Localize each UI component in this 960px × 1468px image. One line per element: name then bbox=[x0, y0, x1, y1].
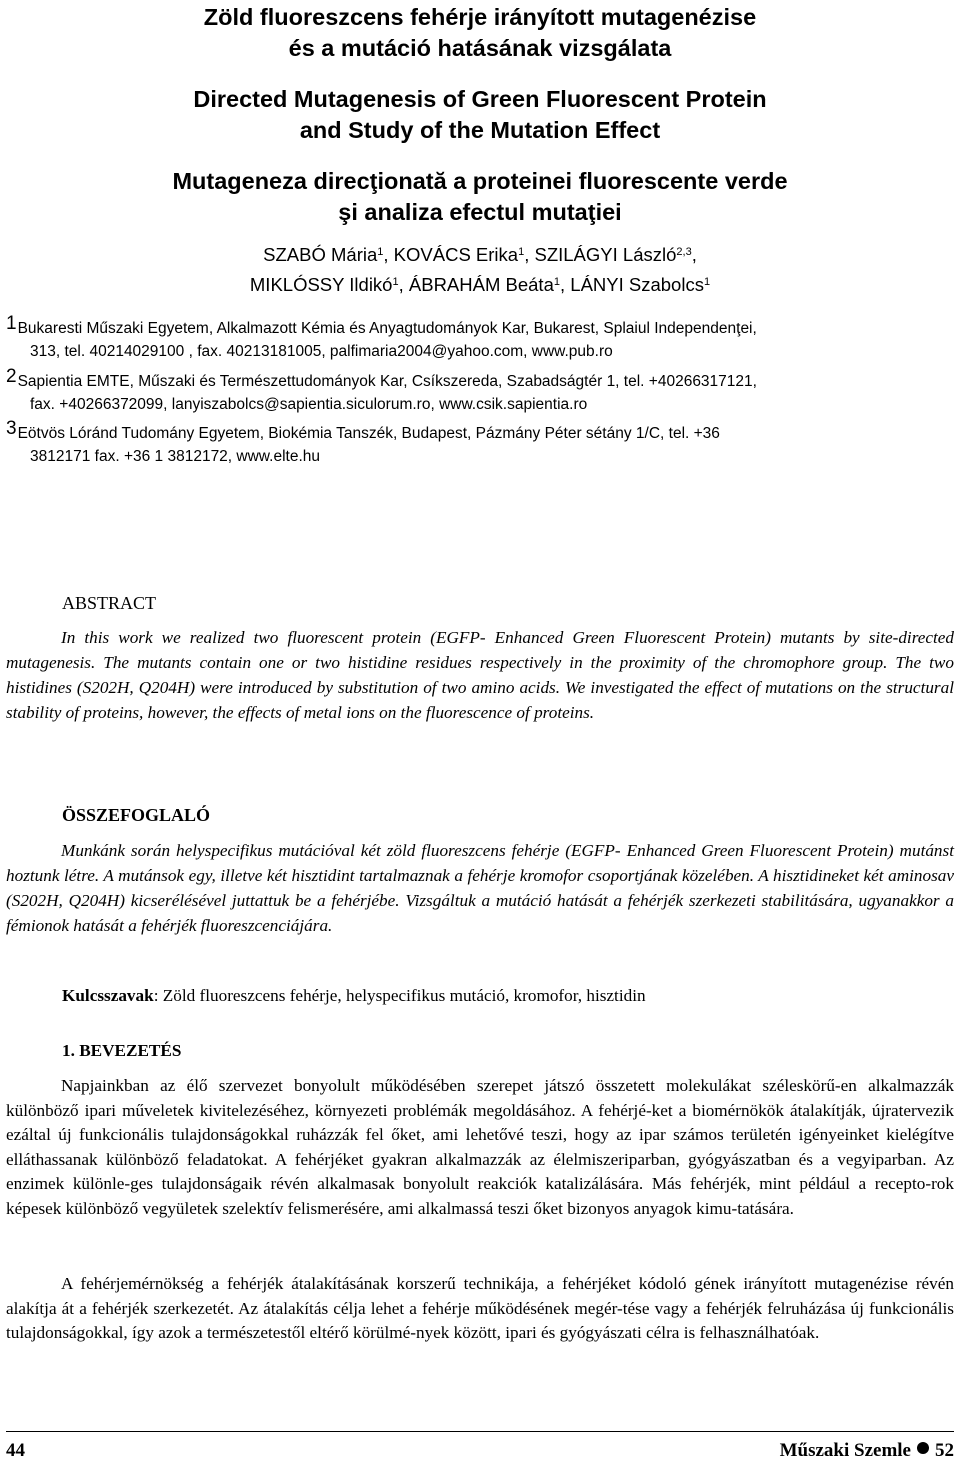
summary-text: Munkánk során helyspecifikus mutációval két zöld fluoreszcens fehérje (EGFP- Enhanced Green Fluorescent Protein) mutánst hoztunk létre. A mutánsok egy, illetve két hisztidint tartalmaznak a fehérje kromofor csoportjának közelében. A hisztidineket két aminosav (S202H, Q204H) kicserélésével juttattuk be a fehérjébe. Vizsgáltuk a mutáció hatását a fehérjék szerkezeti stabilitására, ugyanakkor a fémionok hatását a fehérjék fluoreszcenciájára. bbox=[6, 841, 954, 935]
footer-page-number: 44 bbox=[6, 1440, 25, 1461]
affiliation-number: 1 bbox=[6, 313, 17, 334]
footer-journal bbox=[780, 1440, 954, 1462]
affiliation-3 bbox=[6, 418, 956, 468]
title-english-line-1: Directed Mutagenesis of Green Fluorescent Protein bbox=[193, 86, 767, 112]
bullet-icon bbox=[917, 1442, 929, 1454]
author-affiliation-mark: 2,3 bbox=[676, 246, 692, 258]
section-heading-introduction: 1. BEVEZETÉS bbox=[62, 1041, 182, 1060]
affiliation-2 bbox=[6, 366, 956, 416]
affiliation-text: Bukaresti Műszaki Egyetem, Alkalmazott Kémia és Anyagtudományok Kar, Bukarest, Splaiul Independenţei, bbox=[17, 320, 757, 337]
author-name: SZABÓ Mária bbox=[263, 244, 378, 265]
author-name: ÁBRAHÁM Beáta bbox=[408, 274, 554, 295]
author-name: SZILÁGYI László bbox=[534, 244, 677, 265]
footer-issue-number: 52 bbox=[935, 1440, 954, 1461]
author-affiliation-mark: 1 bbox=[703, 276, 711, 288]
introduction-paragraph-1: Napjainkban az élő szervezet bonyolult működésében szerepet játszó összetett molekulákat széleskörű-en alkalmazzák különböző ipari műveletek kivitelezéséhez, környezeti problémák megoldásához. A fehérjé-ket a biomérnökök átalakítják, újratervezik ezáltal új funkcionális tulajdonságokkal ruházzák fel őket, ami lehetővé teszi, hogy az ipar számos területén igényeinket kielégítve elláthassanak különböző feladatokat. A fehérjéket gyakran alkalmazzák az élelmiszeriparban, gyógyászatban és a vegyiparban. Az enzimek különle-ges tulajdonságaik révén alkalmasak bonyolult reakciók katalizálására. Más fehérjék, mint például a recepto-rok képesek különböző vegyületek szelektív felismerésére, ami alkalmassá teszi őket bizonyos anyagok kimu-tatására. bbox=[6, 1076, 954, 1218]
footer-journal-name: Műszaki Szemle bbox=[779, 1440, 911, 1461]
author-affiliation-mark: 1 bbox=[553, 276, 560, 288]
author-line-1: SZABÓ Mária$^1$, KOVÁCS Erika$^1$, SZILÁGYI László$^{2,3}$, bbox=[263, 244, 697, 265]
author-affiliation-mark: 1 bbox=[392, 276, 399, 288]
author-list bbox=[0, 240, 960, 300]
affiliation-1 bbox=[6, 313, 956, 363]
keywords-text: : Zöld fluoreszcens fehérje, helyspecifikus mutáció, kromofor, hisztidin bbox=[153, 986, 646, 1005]
title-english bbox=[0, 84, 960, 146]
author-line-2: MIKLÓSSY Ildikó$^1$, ÁBRAHÁM Beáta$^1$, LÁNYI Szabolcs$^1$ bbox=[249, 274, 711, 295]
keywords-label: Kulcsszavak bbox=[62, 986, 154, 1005]
title-english-line-2: and Study of the Mutation Effect bbox=[299, 117, 661, 143]
author-affiliation-mark: 1 bbox=[377, 246, 384, 258]
affiliation-text-continued: 3812171 fax. +36 1 3812172, www.elte.hu bbox=[30, 448, 320, 465]
affiliation-text-continued: fax. +40266372099, lanyiszabolcs@sapientia.siculorum.ro, www.csik.sapientia.ro bbox=[30, 396, 588, 413]
summary-heading: ÖSSZEFOGLALÓ bbox=[62, 805, 211, 825]
title-romanian-line-2: şi analiza efectul mutaţiei bbox=[338, 199, 622, 225]
author-name: MIKLÓSSY Ildikó bbox=[249, 274, 393, 295]
title-romanian bbox=[0, 166, 960, 228]
abstract-heading: ABSTRACT bbox=[62, 593, 157, 613]
title-romanian-line-1: Mutageneza direcţionată a proteinei fluorescente verde bbox=[172, 168, 788, 194]
footer-divider bbox=[6, 1431, 954, 1432]
introduction-paragraph-2: A fehérjemérnökség a fehérjék átalakításának korszerű technikája, a fehérjéket kódoló gének irányított mutagenézise révén alakítja át a fehérjék szerkezetét. Az átalakítás célja lehet a fehérje működésének megér-tése vagy a fehérjék felruházása új funkcionális tulajdonságokkal, így azok a természetestől eltérő körülmé-nyek között, ipari és gyógyászati célra is felhasználhatóak. bbox=[6, 1274, 954, 1342]
title-hungarian-line-2: és a mutáció hatásának vizsgálata bbox=[288, 35, 672, 61]
affiliation-text: Eötvös Lóránd Tudomány Egyetem, Biokémia Tanszék, Budapest, Pázmány Péter sétány 1/C, tel. +36 bbox=[17, 425, 720, 442]
title-hungarian-line-1: Zöld fluoreszcens fehérje irányított mutagenézise bbox=[203, 4, 757, 30]
affiliation-text-continued: 313, tel. 40214029100 , fax. 40213181005, palfimaria2004@yahoo.com, www.pub.ro bbox=[30, 343, 613, 360]
author-name: LÁNYI Szabolcs bbox=[570, 274, 704, 295]
affiliation-number: 3 bbox=[6, 418, 17, 439]
title-hungarian bbox=[0, 2, 960, 64]
keywords bbox=[62, 986, 646, 1006]
abstract-text: In this work we realized two fluorescent protein (EGFP- Enhanced Green Fluorescent Protein) mutants by site-directed mutagenesis. The mutants contain one or two histidine residues respectively in the proximity of the chromophore group. The two histidines (S202H, Q204H) were introduced by substitution of two amino acids. We investigated the effect of mutations on the structural stability of proteins, however, the effects of metal ions on the fluorescence of proteins. bbox=[6, 628, 954, 722]
author-affiliation-mark: 1 bbox=[518, 246, 525, 258]
affiliation-number: 2 bbox=[6, 366, 17, 387]
author-name: KOVÁCS Erika bbox=[393, 244, 519, 265]
affiliation-text: Sapientia EMTE, Műszaki és Természettudományok Kar, Csíkszereda, Szabadságtér 1, tel. +40266317121, bbox=[17, 373, 757, 390]
